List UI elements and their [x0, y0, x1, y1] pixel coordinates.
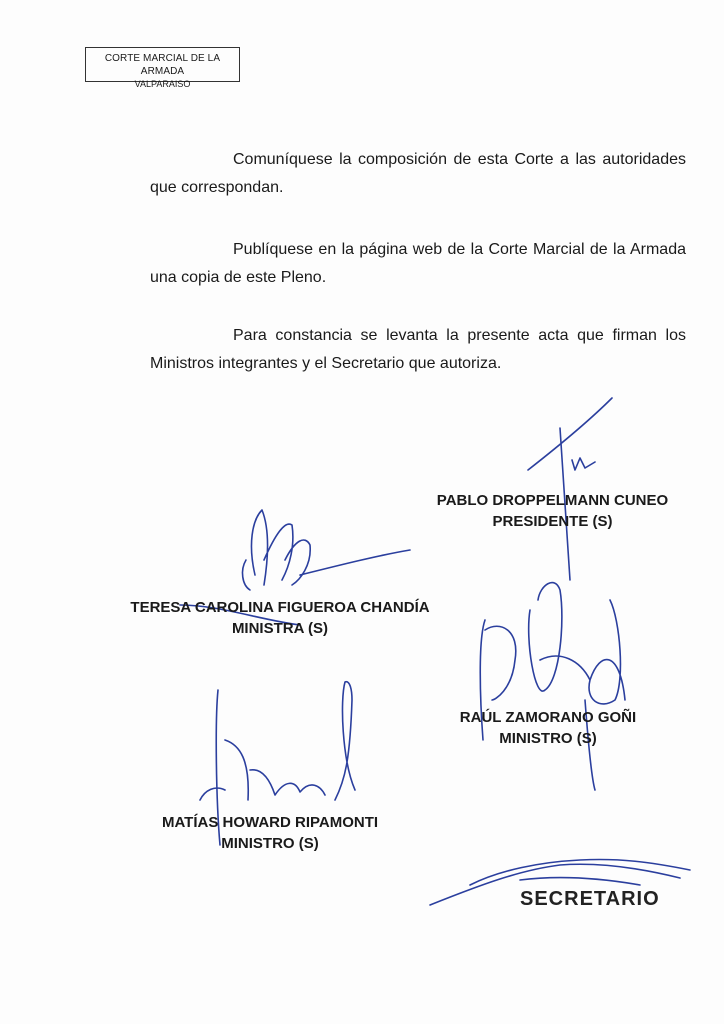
signatory-president: [425, 490, 680, 532]
paragraph-record: Para constancia se levanta la presente acta que firman los Ministros integrantes y el Secretario que autoriza.: [150, 327, 686, 372]
teresa-name: TERESA CAROLINA FIGUEROA CHANDÍA: [130, 599, 430, 616]
court-header-box: [85, 47, 240, 89]
raul-name: RAÚL ZAMORANO GOÑI: [459, 709, 637, 726]
paragraph-communicate: Comuníquese la composición de esta Corte a las autoridades que correspondan.: [150, 151, 686, 196]
court-city: VALPARAISO: [134, 79, 191, 89]
court-name: CORTE MARCIAL DE LA ARMADA: [104, 53, 221, 77]
signatory-teresa: [110, 597, 450, 639]
signature-raul: [480, 583, 625, 790]
teresa-role: MINISTRA (S): [231, 620, 329, 637]
secretary-stamp: SECRETARIO: [520, 888, 660, 910]
matias-role: MINISTRO (S): [221, 835, 319, 852]
signatory-matias: [150, 812, 390, 854]
president-role: PRESIDENTE (S): [492, 513, 613, 530]
paragraph-publish: Publíquese en la página web de la Corte Marcial de la Armada una copia de este Pleno.: [150, 241, 686, 286]
raul-role: MINISTRO (S): [499, 730, 597, 747]
signatory-raul: [448, 707, 648, 749]
president-name: PABLO DROPPELMANN CUNEO: [436, 492, 669, 509]
matias-name: MATÍAS HOWARD RIPAMONTI: [161, 814, 379, 831]
signature-president: [528, 398, 612, 580]
